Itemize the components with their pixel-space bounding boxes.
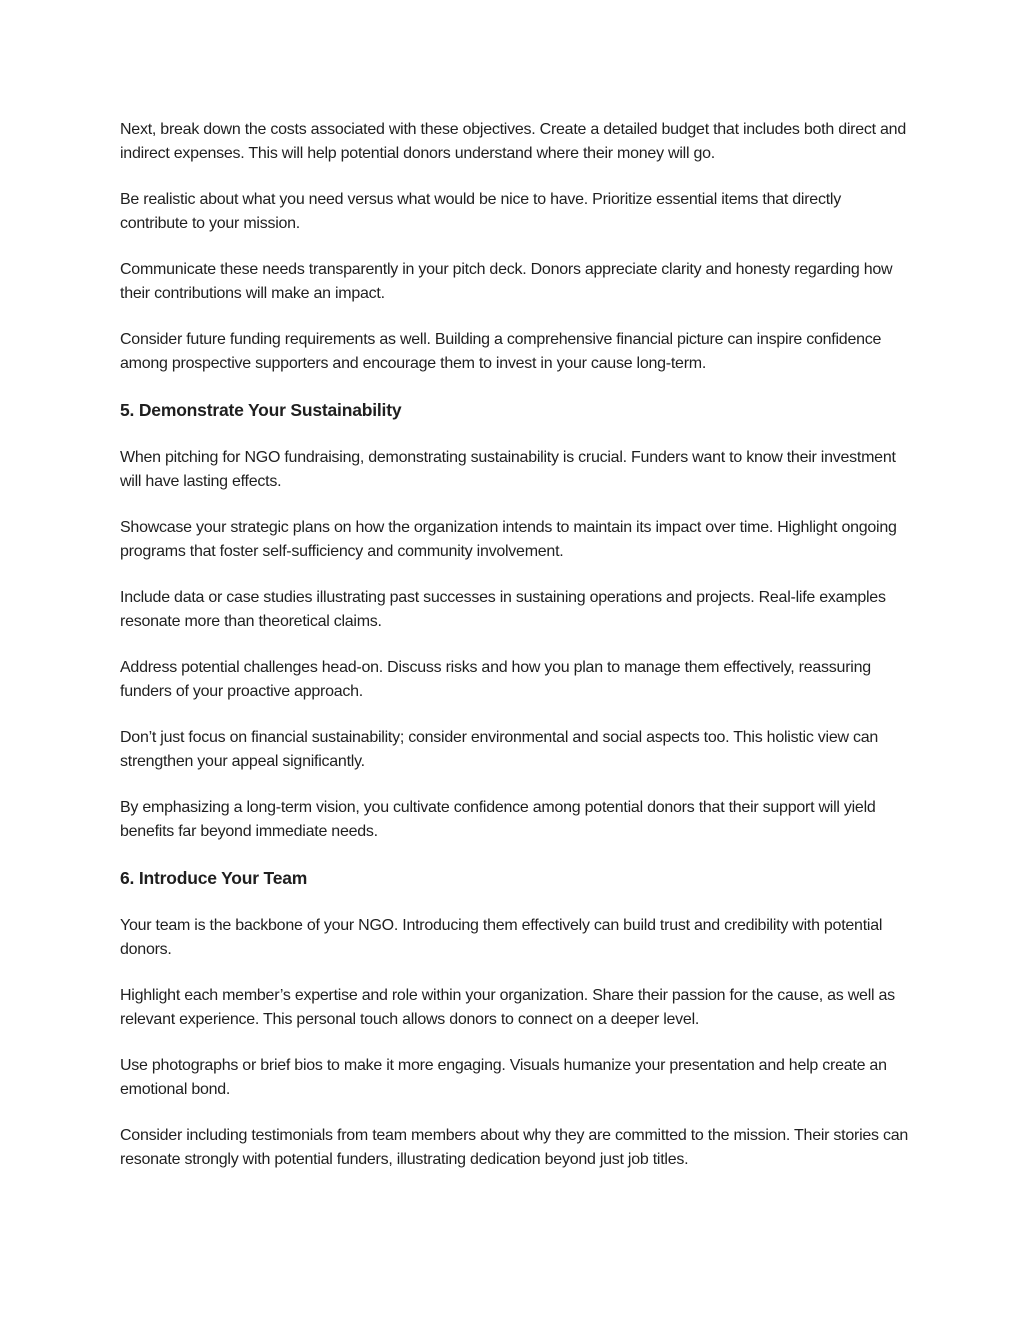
paragraph: Include data or case studies illustrating past successes in sustaining operations and projects. Real-life examples resonate more than theoretical claims. [120, 589, 886, 630]
paragraph: Your team is the backbone of your NGO. Introducing them effectively can build trust and credibility with potential donors. [120, 917, 883, 958]
paragraph: Use photographs or brief bios to make it more engaging. Visuals humanize your presentation and help create an emotional bond. [120, 1057, 887, 1098]
paragraph: By emphasizing a long-term vision, you cultivate confidence among potential donors that their support will yield benefits far beyond immediate needs. [120, 799, 876, 840]
paragraph: Showcase your strategic plans on how the organization intends to maintain its impact over time. Highlight ongoing programs that foster self-sufficiency and community involvement. [120, 519, 897, 560]
paragraph: Don’t just focus on financial sustainability; consider environmental and social aspects too. This holistic view can strengthen your appeal significantly. [120, 729, 879, 770]
section-heading-team: 6. Introduce Your Team [120, 868, 308, 888]
paragraph: When pitching for NGO fundraising, demonstrating sustainability is crucial. Funders want to know their investment will have lasting effects. [120, 449, 896, 490]
paragraph: Consider future funding requirements as well. Building a comprehensive financial picture can inspire confidence among prospective supporters and encourage them to invest in your cause long-term. [120, 331, 882, 372]
section-heading-sustainability: 5. Demonstrate Your Sustainability [120, 400, 402, 420]
paragraph: Be realistic about what you need versus what would be nice to have. Prioritize essential items that directly contribute to your mission. [120, 191, 841, 232]
document-page [120, 118, 910, 1194]
paragraph: Next, break down the costs associated with these objectives. Create a detailed budget that includes both direct and indirect expenses. This will help potential donors understand where their money will go. [120, 121, 906, 162]
paragraph: Consider including testimonials from team members about why they are committed to the mission. Their stories can resonate strongly with potential funders, illustrating dedication beyond just job titles. [120, 1127, 909, 1168]
paragraph: Communicate these needs transparently in your pitch deck. Donors appreciate clarity and honesty regarding how their contributions will make an impact. [120, 261, 893, 302]
paragraph: Address potential challenges head-on. Discuss risks and how you plan to manage them effectively, reassuring funders of your proactive approach. [120, 659, 871, 700]
paragraph: Highlight each member’s expertise and role within your organization. Share their passion for the cause, as well as relevant experience. This personal touch allows donors to connect on a deeper level. [120, 987, 895, 1028]
